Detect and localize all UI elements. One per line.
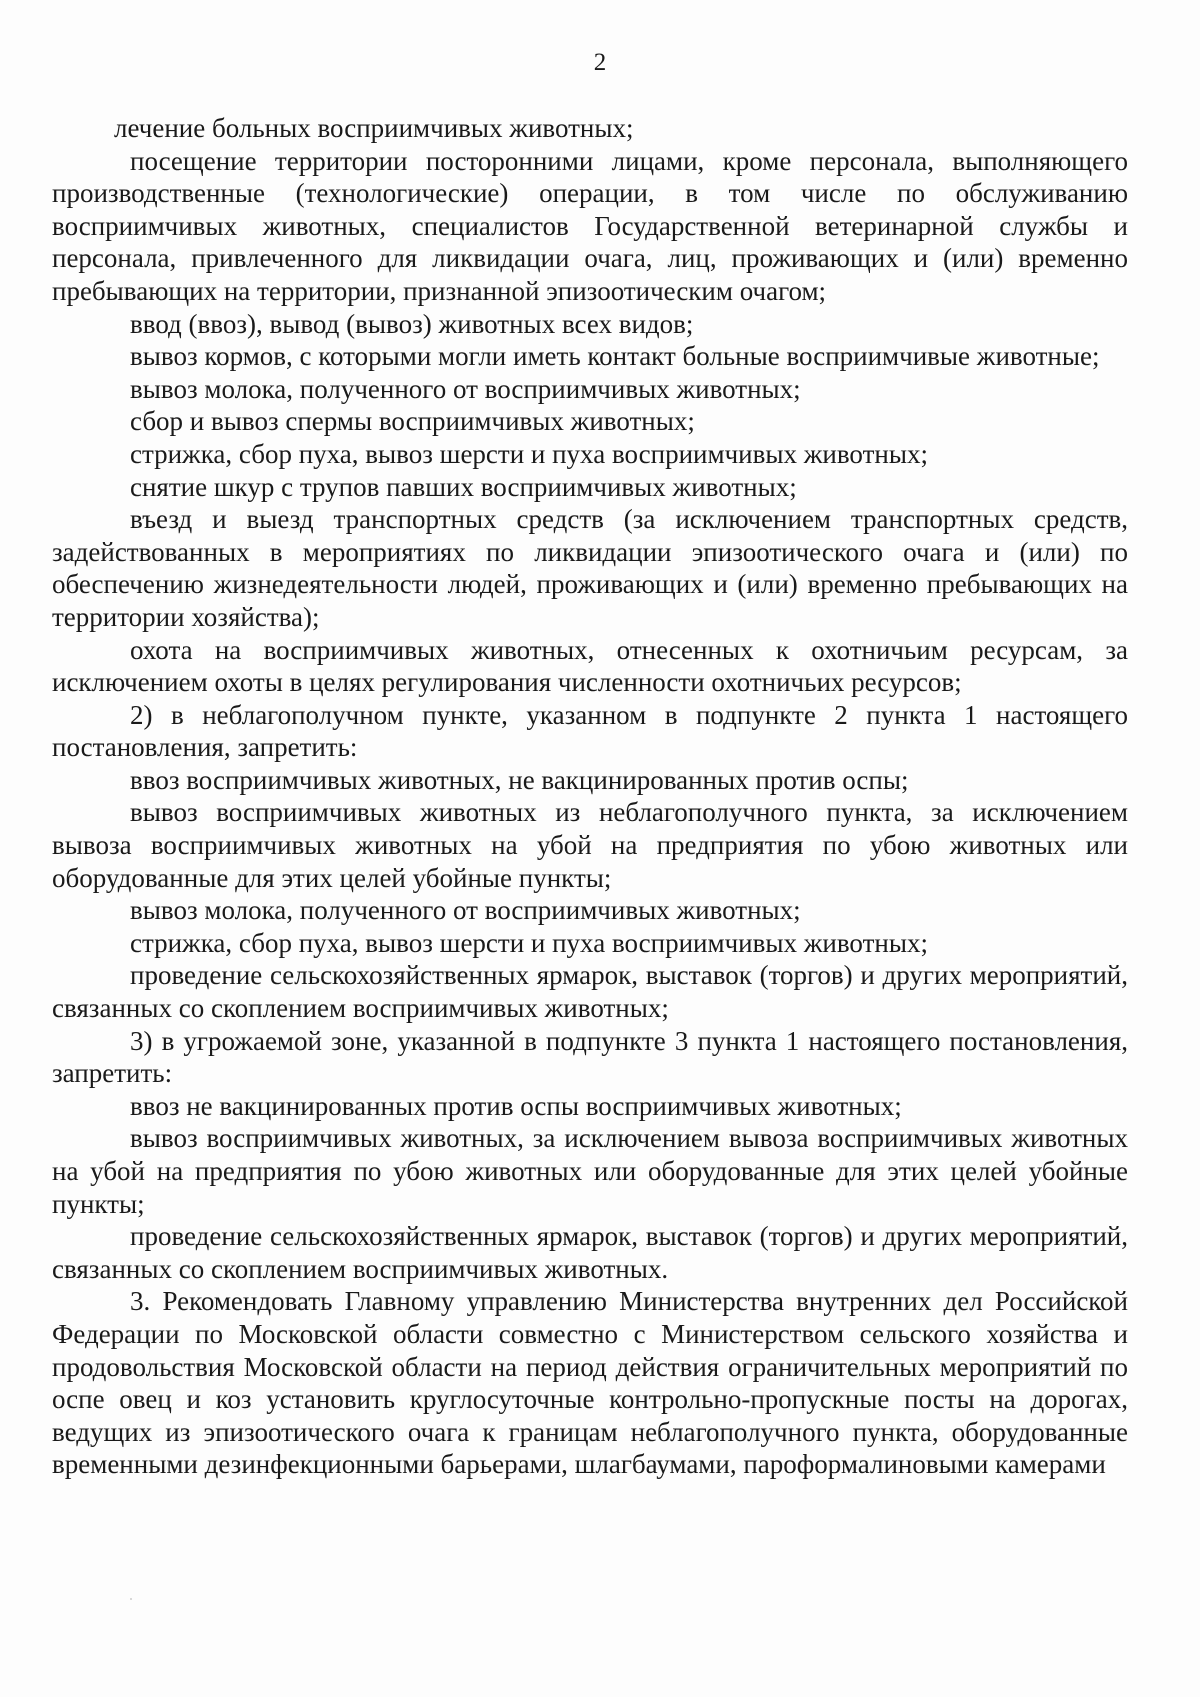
paragraph: вывоз восприимчивых животных из неблагополучного пункта, за исключением вывоза восприимчивых животных на убой на предприятия по убою животных или оборудованные для этих целей убойные пункты; bbox=[52, 797, 1128, 893]
paragraph: лечение больных восприимчивых животных; bbox=[114, 113, 634, 143]
document-body bbox=[52, 112, 1128, 1481]
paragraph: стрижка, сбор пуха, вывоз шерсти и пуха восприимчивых животных; bbox=[130, 438, 928, 469]
page-number: 2 bbox=[593, 49, 607, 76]
paragraph: ввоз восприимчивых животных, не вакцинированных против оспы; bbox=[130, 764, 909, 795]
section-paragraph: 3. Рекомендовать Главному управлению Министерства внутренних дел Российской Федерации по Московской области совместно с Министерством сельского хозяйства и продовольствия Московской области на период действия ограничительных мероприятий по оспе овец и коз установить круглосуточные контрольно-пропускные посты на дорогах, ведущих из эпизоотического очага к границам неблагополучного пункта, оборудованные временными дезинфекционными барьерами, шлагбаумами, пароформалиновыми камерами bbox=[52, 1286, 1128, 1480]
paragraph: охота на восприимчивых животных, отнесенных к охотничьим ресурсам, за исключением охоты в целях регулирования численности охотничьих ресурсов; bbox=[52, 634, 1128, 698]
paragraph: проведение сельскохозяйственных ярмарок, выставок (торгов) и других мероприятий, связанных со скоплением восприимчивых животных; bbox=[52, 960, 1128, 1024]
paragraph: вывоз восприимчивых животных, за исключением вывоза восприимчивых животных на убой на предприятия по убою животных или оборудованные для этих целей убойные пункты; bbox=[52, 1123, 1128, 1219]
paragraph: ввоз не вакцинированных против оспы восприимчивых животных; bbox=[130, 1090, 902, 1121]
paragraph: вывоз молока, полученного от восприимчивых животных; bbox=[130, 895, 801, 926]
subparagraph-heading: 3) в угрожаемой зоне, указанной в подпункте 3 пункта 1 настоящего постановления, запретить: bbox=[52, 1025, 1128, 1089]
scan-artifact bbox=[130, 1598, 132, 1600]
paragraph: посещение территории посторонними лицами, кроме персонала, выполняющего производственные (технологические) операции, в том числе по обслуживанию восприимчивых животных, специалистов Государственной ветеринарной службы и персонала, привлеченного для ликвидации очага, лиц, проживающих и (или) временно пребывающих на территории, признанной эпизоотическим очагом; bbox=[52, 145, 1128, 306]
paragraph: стрижка, сбор пуха, вывоз шерсти и пуха восприимчивых животных; bbox=[130, 927, 928, 958]
paragraph: снятие шкур с трупов павших восприимчивых животных; bbox=[130, 471, 797, 502]
subparagraph-heading: 2) в неблагополучном пункте, указанном в подпункте 2 пункта 1 настоящего постановления, запретить: bbox=[52, 699, 1128, 763]
paragraph: вывоз кормов, с которыми могли иметь контакт больные восприимчивые животные; bbox=[130, 341, 1100, 372]
paragraph: сбор и вывоз спермы восприимчивых животных; bbox=[130, 406, 695, 437]
paragraph: проведение сельскохозяйственных ярмарок, выставок (торгов) и других мероприятий, связанных со скоплением восприимчивых животных. bbox=[52, 1221, 1128, 1284]
paragraph: ввод (ввоз), вывод (вывоз) животных всех видов; bbox=[130, 308, 694, 339]
paragraph: въезд и выезд транспортных средств (за исключением транспортных средств, задействованных в мероприятиях по ликвидации эпизоотического очага и (или) по обеспечению жизнедеятельности людей, проживающих и (или) временно пребывающих на территории хозяйства); bbox=[52, 504, 1128, 632]
paragraph: вывоз молока, полученного от восприимчивых животных; bbox=[130, 373, 801, 404]
